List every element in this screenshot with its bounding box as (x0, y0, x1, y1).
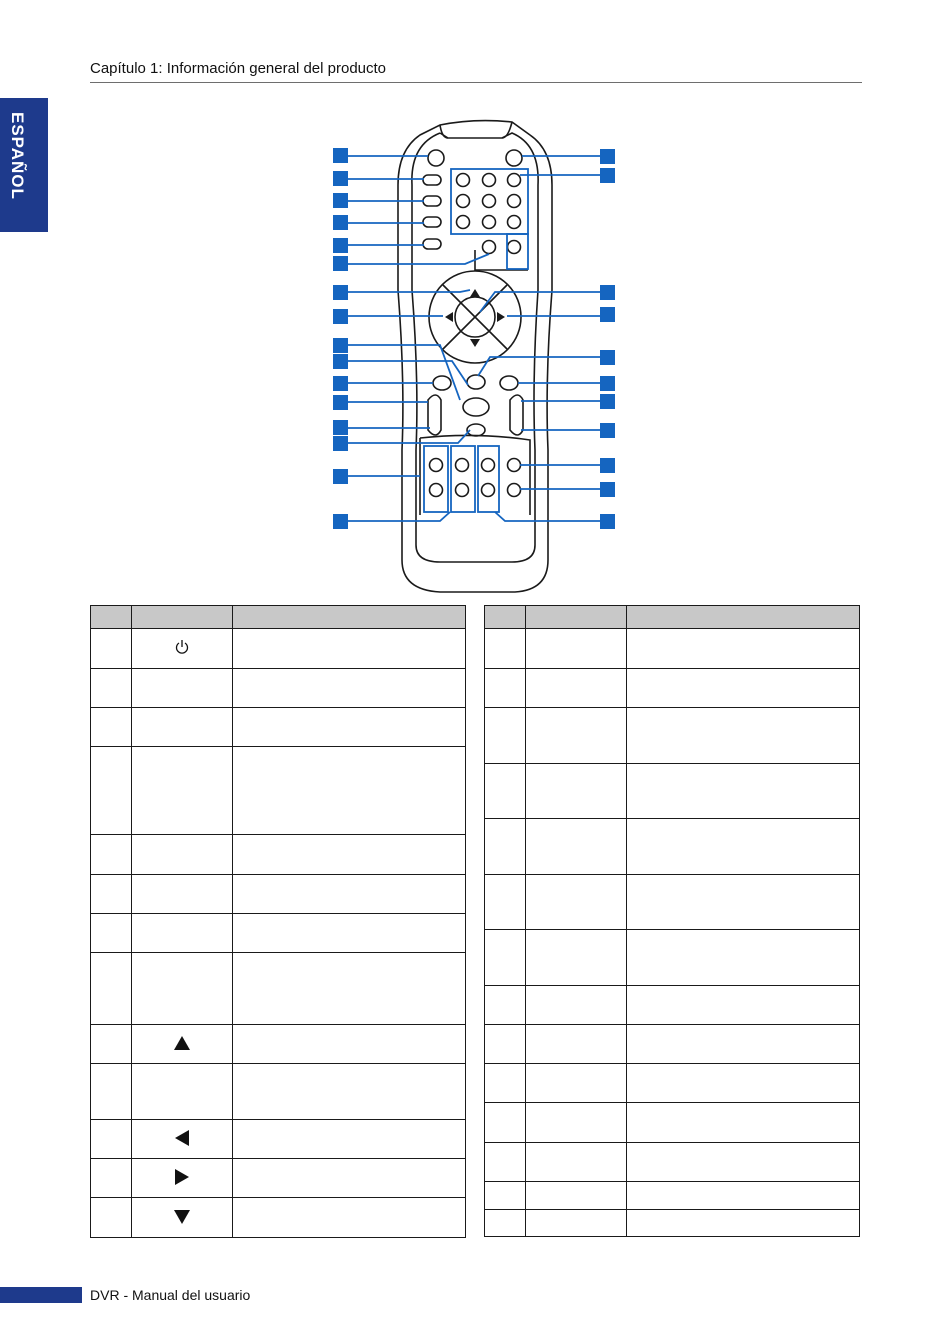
table-header-row (91, 606, 466, 629)
table-row (91, 669, 466, 708)
table-row (485, 1210, 860, 1237)
table-row (91, 1120, 466, 1159)
table-row (485, 708, 860, 764)
top-right-button (506, 150, 522, 166)
page-header-title: Capítulo 1: Información general del producto (90, 60, 387, 77)
table-row (91, 747, 466, 835)
power-button (428, 150, 444, 166)
table-row (485, 1064, 860, 1103)
language-label: ESPAÑOL (8, 112, 27, 200)
table-row (91, 953, 466, 1025)
left-key-table (90, 605, 466, 1238)
table-header-row (485, 606, 860, 629)
table-row (485, 930, 860, 986)
footer-text: DVR - Manual del usuario (90, 1287, 251, 1303)
language-side-tab (0, 98, 48, 232)
arrow-left-icon (175, 1130, 189, 1149)
table-row (91, 914, 466, 953)
table-row (91, 1025, 466, 1064)
power-icon (174, 639, 190, 658)
table-row (485, 764, 860, 819)
table-row (485, 986, 860, 1025)
table-row (485, 1103, 860, 1143)
arrow-down-icon (174, 1209, 190, 1227)
table-row (91, 1159, 466, 1198)
table-row (485, 629, 860, 669)
table-row (485, 1182, 860, 1210)
arrow-right-icon (175, 1169, 189, 1188)
table-row (91, 708, 466, 747)
footer-accent-bar (0, 1287, 82, 1303)
table-row (91, 1198, 466, 1238)
table-row (485, 1025, 860, 1064)
arrow-up-icon (174, 1035, 190, 1053)
table-row (485, 669, 860, 708)
header-divider (90, 82, 862, 83)
table-row (485, 875, 860, 930)
table-row (485, 819, 860, 875)
table-row (91, 1064, 466, 1120)
table-row (91, 629, 466, 669)
table-row (485, 1143, 860, 1182)
right-key-table (484, 605, 860, 1237)
remote-control-diagram (330, 115, 620, 595)
table-row (91, 875, 466, 914)
table-row (91, 835, 466, 875)
